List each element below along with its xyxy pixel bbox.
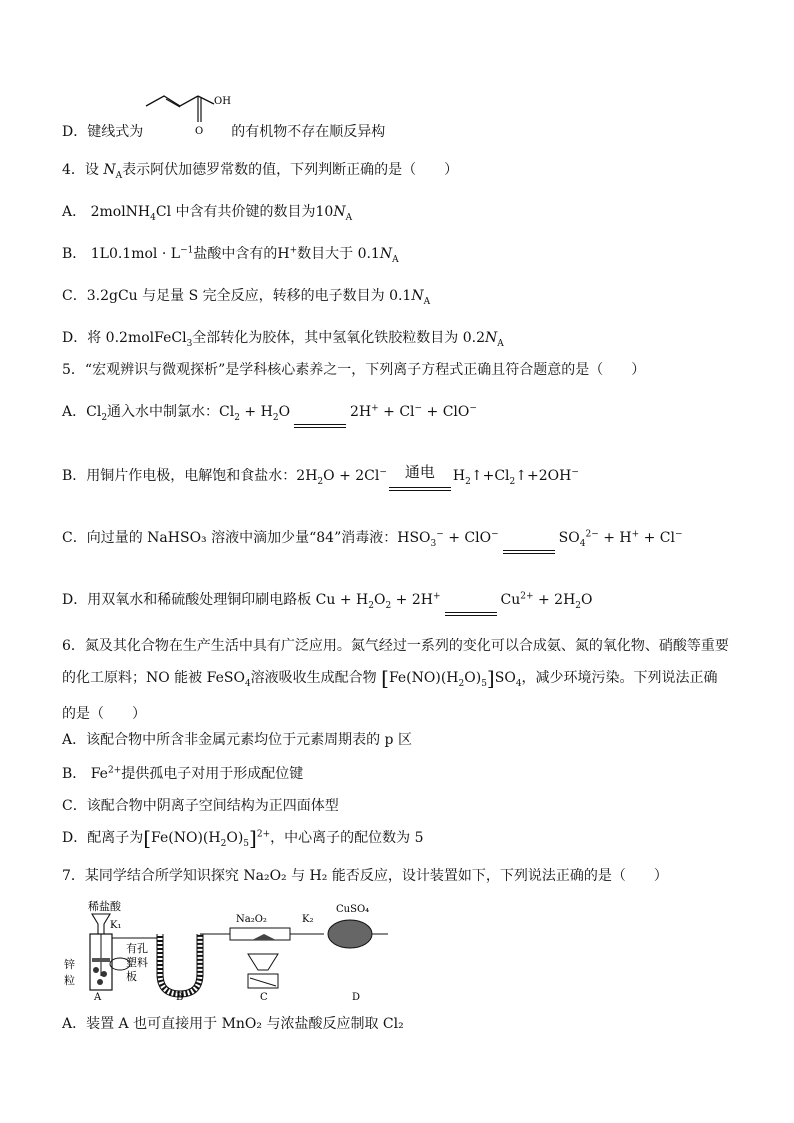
q4-option-c: C．3.2gCu 与足量 S 完全反应，转移的电子数目为 $0.1N_A$ — [62, 288, 431, 307]
fig-label-b: B — [176, 992, 184, 1002]
q7-stem: 7．某同学结合所学知识探究 Na₂O₂ 与 H₂ 能否反应，设计装置如下，下列说法正确的是（ ） — [62, 868, 668, 884]
q6-option-b: B． $Fe^{2+}$提供孤电子对用于形成配位键 — [62, 765, 304, 782]
q4-option-a: A． 2molNH$_4$Cl 中含有共价键的数目为$10N_A$ — [62, 204, 353, 223]
hcl-label: 稀盐酸 — [88, 900, 121, 913]
plate-label-3: 板 — [126, 970, 137, 983]
zinc-label-1: 锌 — [64, 958, 75, 971]
q4-stem: 4．设 $N_A$表示阿伏加德罗常数的值，下列判断正确的是（ ） — [62, 162, 459, 181]
q5-option-d: D．用双氧水和稀硫酸处理铜印刷电路板 $Cu + H_2O_2 + 2H^+$ $Cu^{2+} + 2H_2O$ — [62, 591, 593, 611]
q5-stem: 5．“宏观辨识与微观探析”是学科核心素养之一，下列离子方程式正确且符合题意的是（ ） — [62, 362, 646, 378]
q5-option-b: B．用铜片作电极，电解饱和食盐水：$2H_2O + 2Cl^-$ 通电 $H_2↑+Cl_2↑+2OH^-$ — [62, 463, 579, 487]
cuso4-label: CuSO₄ — [336, 904, 370, 915]
o-label: O — [195, 126, 204, 137]
zinc-label-2: 粒 — [64, 974, 75, 987]
q5-option-c: C．向过量的 NaHSO₃ 溶液中滴加少量“84”消毒液：$HSO_3^- + ClO^-$ $SO_4^{2-} + H^+ + Cl^-$ — [62, 529, 683, 549]
q6-stem-2: 的化工原料；NO 能被 FeSO$_4$溶液吸收生成配合物 $[Fe(NO)(H_2O)_5]SO_4$，减少环境污染。下列说法正确 — [62, 666, 718, 690]
q5-option-a: A．$Cl_2$通入水中制氯水：$Cl_2 + H_2O$ 2H+ + Cl− + ClO− — [62, 403, 477, 423]
apparatus-figure — [62, 898, 392, 1002]
fig-label-c: C — [260, 992, 268, 1002]
q6-option-c: C．该配合物中阴离子空间结构为正四面体型 — [62, 798, 339, 814]
k2-label: K₂ — [302, 914, 314, 925]
q7-option-a: A．装置 A 也可直接用于 MnO₂ 与浓盐酸反应制取 Cl₂ — [62, 1016, 404, 1032]
oh-label: OH — [214, 96, 231, 107]
fig-label-a: A — [94, 992, 102, 1002]
fig-label-d: D — [352, 992, 361, 1002]
q6-option-a: A．该配合物中所含非金属元素均位于元素周期表的 p 区 — [62, 732, 412, 748]
plate-label-2: 塑料 — [126, 956, 148, 969]
plate-label-1: 有孔 — [126, 942, 148, 955]
k1-label: K₁ — [110, 920, 122, 931]
q6-stem-3: 的是（ ） — [62, 706, 146, 722]
q3-option-d: D．键线式为 的有机物不存在顺反异构 — [62, 124, 386, 140]
q4-option-d: D．将 0.2molFeCl$_3$全部转化为胶体，其中氢氧化铁胶粒数目为 $0.2N_A$ — [62, 330, 504, 349]
na2o2-label: Na₂O₂ — [236, 914, 267, 925]
q6-stem-1: 6．氮及其化合物在生产生活中具有广泛应用。氮气经过一系列的变化可以合成氨、氮的氧化物、硝酸等重要 — [62, 638, 729, 654]
q6-option-d: D．配离子为$[Fe(NO)(H_2O)_5]^{2+}$，中心离子的配位数为 5 — [62, 826, 424, 850]
q4-option-b: B． $1L0.1mol \cdot L^{-1}$盐酸中含有的H+数目大于 $0.1N_A$ — [62, 245, 399, 265]
